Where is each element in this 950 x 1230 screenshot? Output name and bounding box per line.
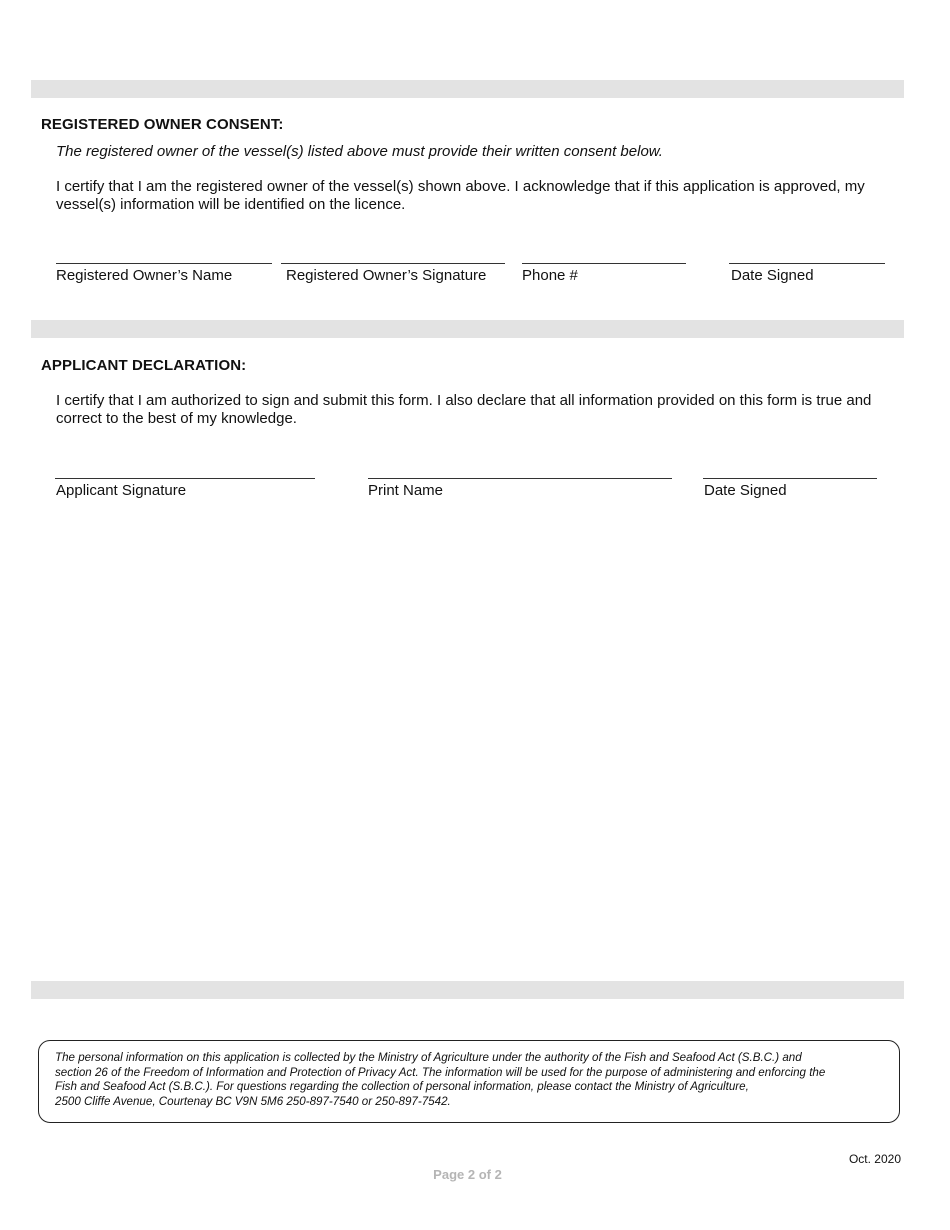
owner-name-label: Registered Owner’s Name [56, 267, 233, 284]
owner-date-label: Date Signed [731, 267, 814, 284]
owner-signature-label: Registered Owner’s Signature [286, 267, 487, 284]
applicant-date-label: Date Signed [704, 482, 787, 499]
privacy-notice-line: section 26 of the Freedom of Information and Protection of Privacy Act. The information will be used for the purpose of administering and enforcing the [55, 1065, 826, 1079]
privacy-notice-line: Fish and Seafood Act (S.B.C.). For questions regarding the collection of personal information, please contact the Ministry of Agriculture, [55, 1080, 749, 1093]
form-date: Oct. 2020 [848, 1152, 901, 1166]
owner-consent-heading: REGISTERED OWNER CONSENT: [41, 116, 284, 133]
privacy-notice-line: The personal information on this application is collected by the Ministry of Agriculture under the authority of the Fish and Seafood Act (S.B.C.) and [55, 1051, 802, 1064]
applicant-declaration-heading: APPLICANT DECLARATION: [41, 357, 247, 374]
section-divider-top [31, 80, 904, 98]
owner-consent-certification: I certify that I am the registered owner of the vessel(s) shown above. I acknowledge that if this application is approved, my vessel(s) information will be identified on the licence. [56, 178, 865, 213]
applicant-date-line[interactable] [703, 478, 877, 479]
owner-consent-instruction: The registered owner of the vessel(s) listed above must provide their written consent below. [56, 143, 663, 160]
owner-name-line[interactable] [56, 263, 272, 264]
owner-signature-line[interactable] [281, 263, 505, 264]
applicant-declaration-certification: I certify that I am authorized to sign and submit this form. I also declare that all information provided on this form is true and correct to the best of my knowledge. [56, 392, 872, 427]
section-divider-bottom [31, 981, 904, 999]
applicant-print-name-label: Print Name [368, 482, 444, 499]
section-divider-middle [31, 320, 904, 338]
owner-phone-line[interactable] [522, 263, 686, 264]
owner-phone-label: Phone # [522, 267, 578, 284]
applicant-signature-label: Applicant Signature [56, 482, 187, 499]
privacy-notice-line: 2500 Cliffe Avenue, Courtenay BC V9N 5M6 250-897-7540 or 250-897-7542. [55, 1094, 451, 1108]
applicant-print-name-line[interactable] [368, 478, 672, 479]
page-number: Page 2 of 2 [433, 1167, 502, 1182]
applicant-signature-line[interactable] [55, 478, 315, 479]
owner-date-line[interactable] [729, 263, 885, 264]
privacy-notice-box [38, 1040, 900, 1123]
